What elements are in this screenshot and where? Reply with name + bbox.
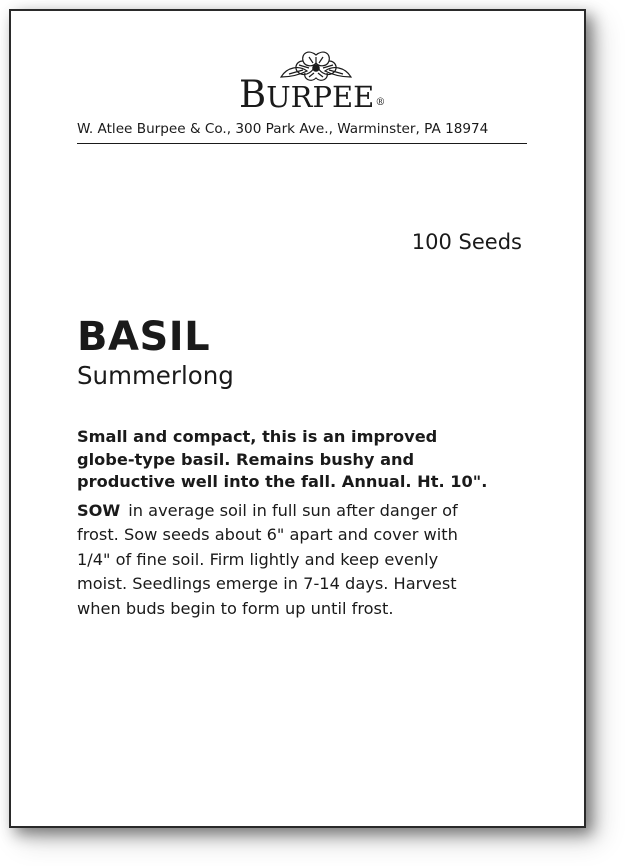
description-line: productive well into the fall. Annual. Ht. 10". bbox=[77, 472, 488, 491]
product-variety: Summerlong bbox=[77, 361, 234, 390]
sowing-line: when buds begin to form up until frost. bbox=[77, 598, 394, 618]
sowing-instructions bbox=[77, 499, 547, 621]
registered-mark: ® bbox=[375, 97, 386, 108]
description-line: globe-type basil. Remains bushy and bbox=[77, 449, 415, 469]
description-line: Small and compact, this is an improved bbox=[77, 427, 438, 446]
sowing-line: frost. Sow seeds about 6" apart and cover with bbox=[77, 525, 458, 545]
brand-rest: URPEE bbox=[266, 80, 375, 114]
product-name: BASIL bbox=[77, 314, 211, 360]
sowing-text: in average soil in full sun after danger of bbox=[128, 501, 458, 520]
sowing-line: 1/4" of fine soil. Firm lightly and keep evenly bbox=[77, 549, 439, 569]
seed-packet bbox=[9, 9, 586, 828]
company-address: W. Atlee Burpee & Co., 300 Park Ave., Warminster, PA 18974 bbox=[77, 121, 489, 137]
sowing-line: moist. Seedlings emerge in 7-14 days. Harvest bbox=[77, 574, 457, 594]
header-divider bbox=[77, 143, 527, 144]
sowing-line bbox=[77, 499, 547, 523]
brand-wordmark bbox=[229, 75, 403, 123]
brand-logo bbox=[229, 47, 403, 119]
brand-initial: B bbox=[239, 73, 267, 116]
product-description bbox=[77, 426, 537, 494]
sow-keyword: SOW bbox=[77, 501, 121, 520]
seed-count: 100 Seeds bbox=[411, 230, 522, 254]
